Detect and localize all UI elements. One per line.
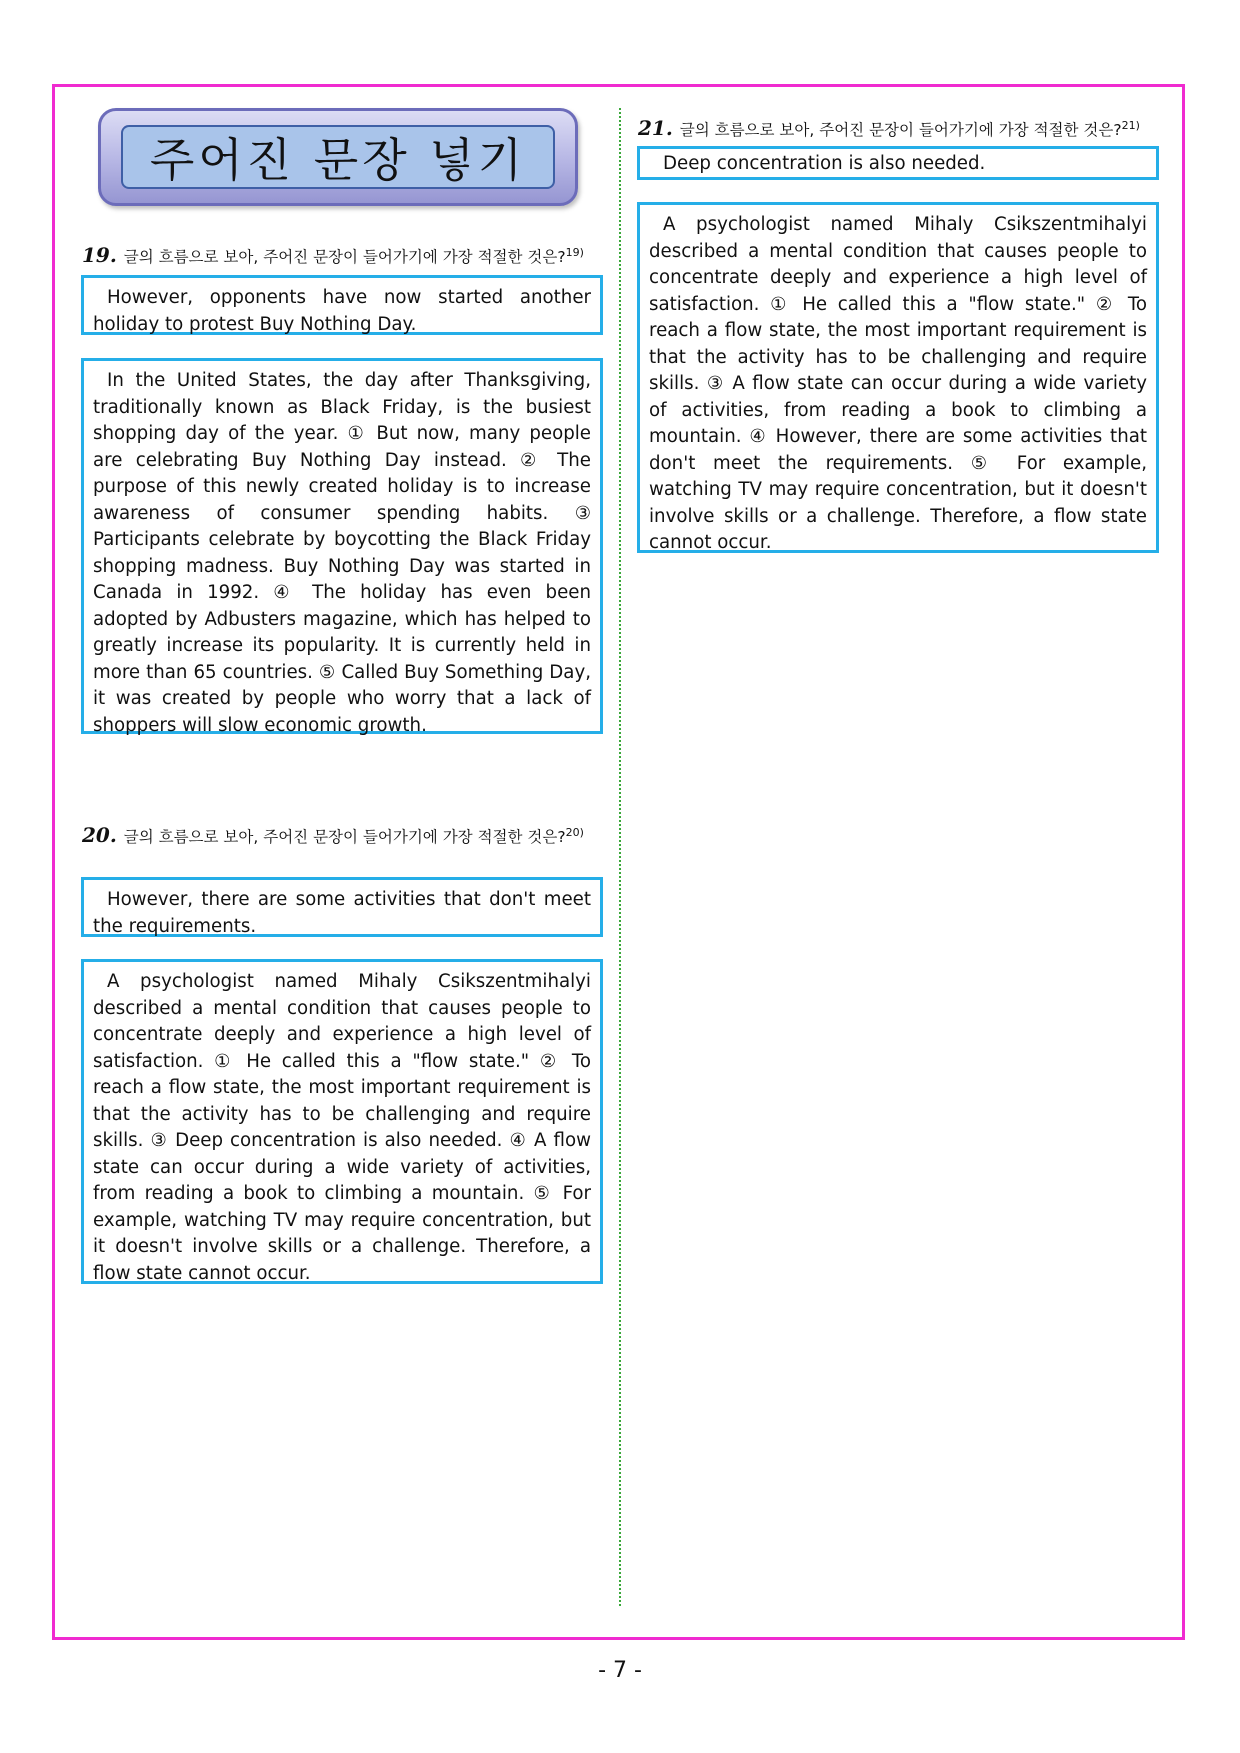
question-number: 20. (82, 823, 117, 847)
passage-text: In the United States, the day after Thanksgiving, traditionally known as Black Friday, is the busiest shopping day of the year. ① But now, many people are celebrating Buy Nothing Day instead. ② The purpose of this newly created holiday is to increase awareness of consumer spending habits. ③ Participants celebrate by boycotting the Black Friday shopping madness. Buy Nothing Day was started in Canada in 1992. ④ The holiday has even been adopted by Adbusters magazine, which has helped to greatly increase its popularity. It is currently held in more than 65 countries. ⑤ Called Buy Something Day, it was created by people who worry that a lack of shoppers will slow economic growth. (93, 370, 591, 736)
title-banner-inner (121, 125, 555, 189)
passage-text: A psychologist named Mihaly Csikszentmihalyi described a mental condition that causes people to concentrate deeply and experience a high level of satisfaction. ① He called this a "flow state." ② To reach a flow state, the most important requirement is that the activity has to be challenging and require skills. ③ A flow state can occur during a wide variety of activities, from reading a book to climbing a mountain. ④ However, there are some activities that don't meet the requirements. ⑤ For example, watching TV may require concentration, but it doesn't involve skills or a challenge. Therefore, a flow state cannot occur. (649, 214, 1147, 553)
question-20-given-sentence-box (81, 877, 603, 937)
footnote-ref: 21) (1121, 118, 1140, 132)
question-number: 19. (82, 243, 117, 267)
question-19-given-sentence-box (81, 275, 603, 335)
given-sentence: However, there are some activities that don't meet the requirements. (93, 889, 591, 937)
footnote-ref: 20) (565, 825, 584, 839)
question-21-heading (638, 118, 1158, 140)
question-20-passage-box (81, 959, 603, 1284)
question-19-heading (82, 245, 602, 267)
footnote-ref: 19) (565, 245, 584, 259)
passage-text: A psychologist named Mihaly Csikszentmihalyi described a mental condition that causes people to concentrate deeply and experience a high level of satisfaction. ① He called this a "flow state." ② To reach a flow state, the most important requirement is that the activity has to be challenging and require skills. ③ Deep concentration is also needed. ④ A flow state can occur during a wide variety of activities, from reading a book to climbing a mountain. ⑤ For example, watching TV may require concentration, but it doesn't involve skills or a challenge. Therefore, a flow state cannot occur. (93, 971, 591, 1284)
question-21-passage-box (637, 202, 1159, 553)
question-19-passage-box (81, 358, 603, 734)
question-prompt: 글의 흐름으로 보아, 주어진 문장이 들어가기에 가장 적절한 것은? (123, 828, 566, 846)
given-sentence: Deep concentration is also needed. (663, 153, 986, 174)
title-banner (98, 108, 578, 206)
page-number: - 7 - (598, 1658, 642, 1683)
page-title: 주어진 문장 넣기 (149, 133, 527, 187)
question-prompt: 글의 흐름으로 보아, 주어진 문장이 들어가기에 가장 적절한 것은? (123, 248, 566, 266)
question-21-given-sentence-box (637, 146, 1159, 180)
given-sentence: However, opponents have now started another holiday to protest Buy Nothing Day. (93, 287, 591, 335)
question-20-heading (82, 825, 602, 847)
question-prompt: 글의 흐름으로 보아, 주어진 문장이 들어가기에 가장 적절한 것은? (679, 121, 1122, 139)
question-number: 21. (638, 116, 673, 140)
column-divider (619, 108, 621, 1606)
